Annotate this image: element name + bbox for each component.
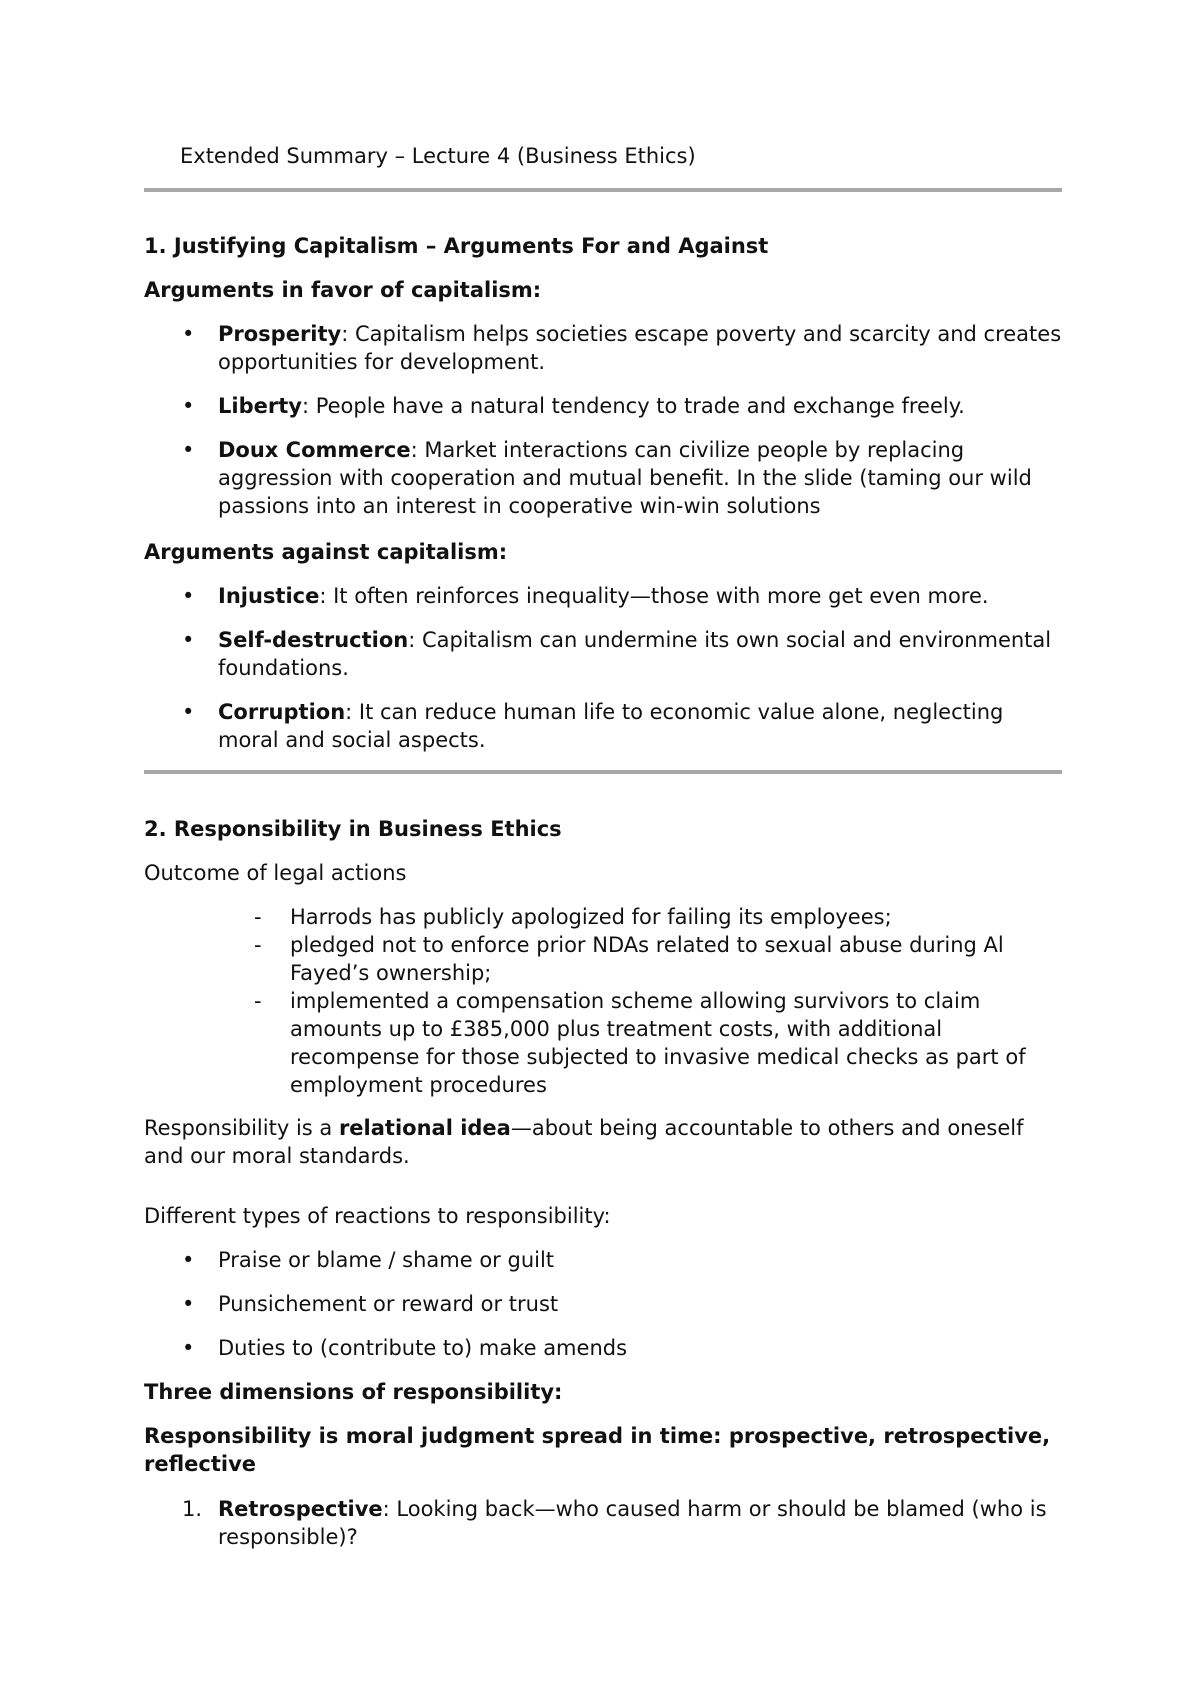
- list-item: [144, 931, 1062, 987]
- list-item: [144, 987, 1062, 1099]
- dash-icon: -: [254, 933, 262, 957]
- item-text: pledged not to enforce prior NDAs related to sexual abuse during Al Fayed’s ownership;: [290, 933, 1004, 985]
- item-text: Punsichement or reward or trust: [218, 1292, 559, 1316]
- relational-paragraph: [144, 1114, 1062, 1170]
- item-term: Injustice: [218, 584, 320, 608]
- list-item: [144, 1290, 1062, 1318]
- section-2-heading: 2. Responsibility in Business Ethics: [144, 817, 562, 841]
- horizontal-rule: [144, 770, 1062, 774]
- item-text: : It can reduce human life to economic value alone, neglecting moral and social aspects.: [218, 700, 1004, 752]
- item-text: : Market interactions can civilize people by replacing aggression with cooperation and mutual benefit. In the slide (taming our wild passions into an interest in cooperative win-win solutions: [218, 438, 1032, 518]
- relational-bold: relational idea: [338, 1116, 511, 1140]
- list-item: [144, 698, 1062, 754]
- list-item: [144, 320, 1062, 376]
- reactions-list: [144, 1246, 1062, 1378]
- reactions-intro: Different types of reactions to responsibility:: [144, 1204, 611, 1228]
- list-item: [144, 582, 1062, 610]
- item-text: Duties to (contribute to) make amends: [218, 1336, 628, 1360]
- bullet-icon: •: [182, 1336, 195, 1360]
- legal-intro: Outcome of legal actions: [144, 861, 407, 885]
- list-item: [144, 903, 1062, 931]
- item-text: Harrods has publicly apologized for failing its employees;: [290, 905, 892, 929]
- section-1-heading: 1. Justifying Capitalism – Arguments For and Against: [144, 234, 769, 258]
- item-term: Prosperity: [218, 322, 342, 346]
- legal-actions-list: [144, 903, 1062, 1099]
- item-text: : People have a natural tendency to trade and exchange freely.: [301, 394, 965, 418]
- list-item: [144, 1246, 1062, 1274]
- dash-icon: -: [254, 905, 262, 929]
- item-text: : Looking back—who caused harm or should be blamed (who is responsible)?: [218, 1497, 1047, 1549]
- list-item: [144, 392, 1062, 420]
- list-item: [144, 626, 1062, 682]
- list-item: [144, 1334, 1062, 1362]
- item-text: : It often reinforces inequality—those with more get even more.: [319, 584, 989, 608]
- bullet-icon: •: [182, 1292, 195, 1316]
- bullet-icon: •: [182, 322, 195, 346]
- item-text: implemented a compensation scheme allowing survivors to claim amounts up to £385,000 plus treatment costs, with additional recompense for those subjected to invasive medical checks as part of employment procedures: [290, 989, 1026, 1097]
- item-term: Liberty: [218, 394, 302, 418]
- dash-icon: -: [254, 989, 262, 1013]
- item-text: Praise or blame / shame or guilt: [218, 1248, 555, 1272]
- dimensions-numbered-list: [144, 1495, 1062, 1551]
- bullet-icon: •: [182, 584, 195, 608]
- bullet-icon: •: [182, 394, 195, 418]
- relational-post: —about being accountable to others and oneself and our moral standards.: [144, 1116, 1024, 1168]
- document-title: Extended Summary – Lecture 4 (Business Ethics): [180, 144, 696, 168]
- favor-list: [144, 320, 1062, 536]
- against-list: [144, 582, 1062, 770]
- item-term: Retrospective: [218, 1497, 383, 1521]
- list-item: [144, 1495, 1062, 1551]
- item-text: : Capitalism can undermine its own social and environmental foundations.: [218, 628, 1052, 680]
- relational-pre: Responsibility is a: [144, 1116, 339, 1140]
- list-item: [144, 436, 1062, 520]
- item-term: Self-destruction: [218, 628, 409, 652]
- bullet-icon: •: [182, 700, 195, 724]
- bullet-icon: •: [182, 1248, 195, 1272]
- item-term: Doux Commerce: [218, 438, 411, 462]
- item-number: 1.: [182, 1497, 203, 1521]
- horizontal-rule: [144, 188, 1062, 192]
- favor-heading: Arguments in favor of capitalism:: [144, 278, 542, 302]
- dimensions-heading: Three dimensions of responsibility:: [144, 1380, 563, 1404]
- item-text: : Capitalism helps societies escape poverty and scarcity and creates opportunities for development.: [218, 322, 1062, 374]
- bullet-icon: •: [182, 438, 195, 462]
- against-heading: Arguments against capitalism:: [144, 540, 508, 564]
- judgment-heading: Responsibility is moral judgment spread in time: prospective, retrospective, reflective: [144, 1424, 1051, 1476]
- bullet-icon: •: [182, 628, 195, 652]
- item-term: Corruption: [218, 700, 346, 724]
